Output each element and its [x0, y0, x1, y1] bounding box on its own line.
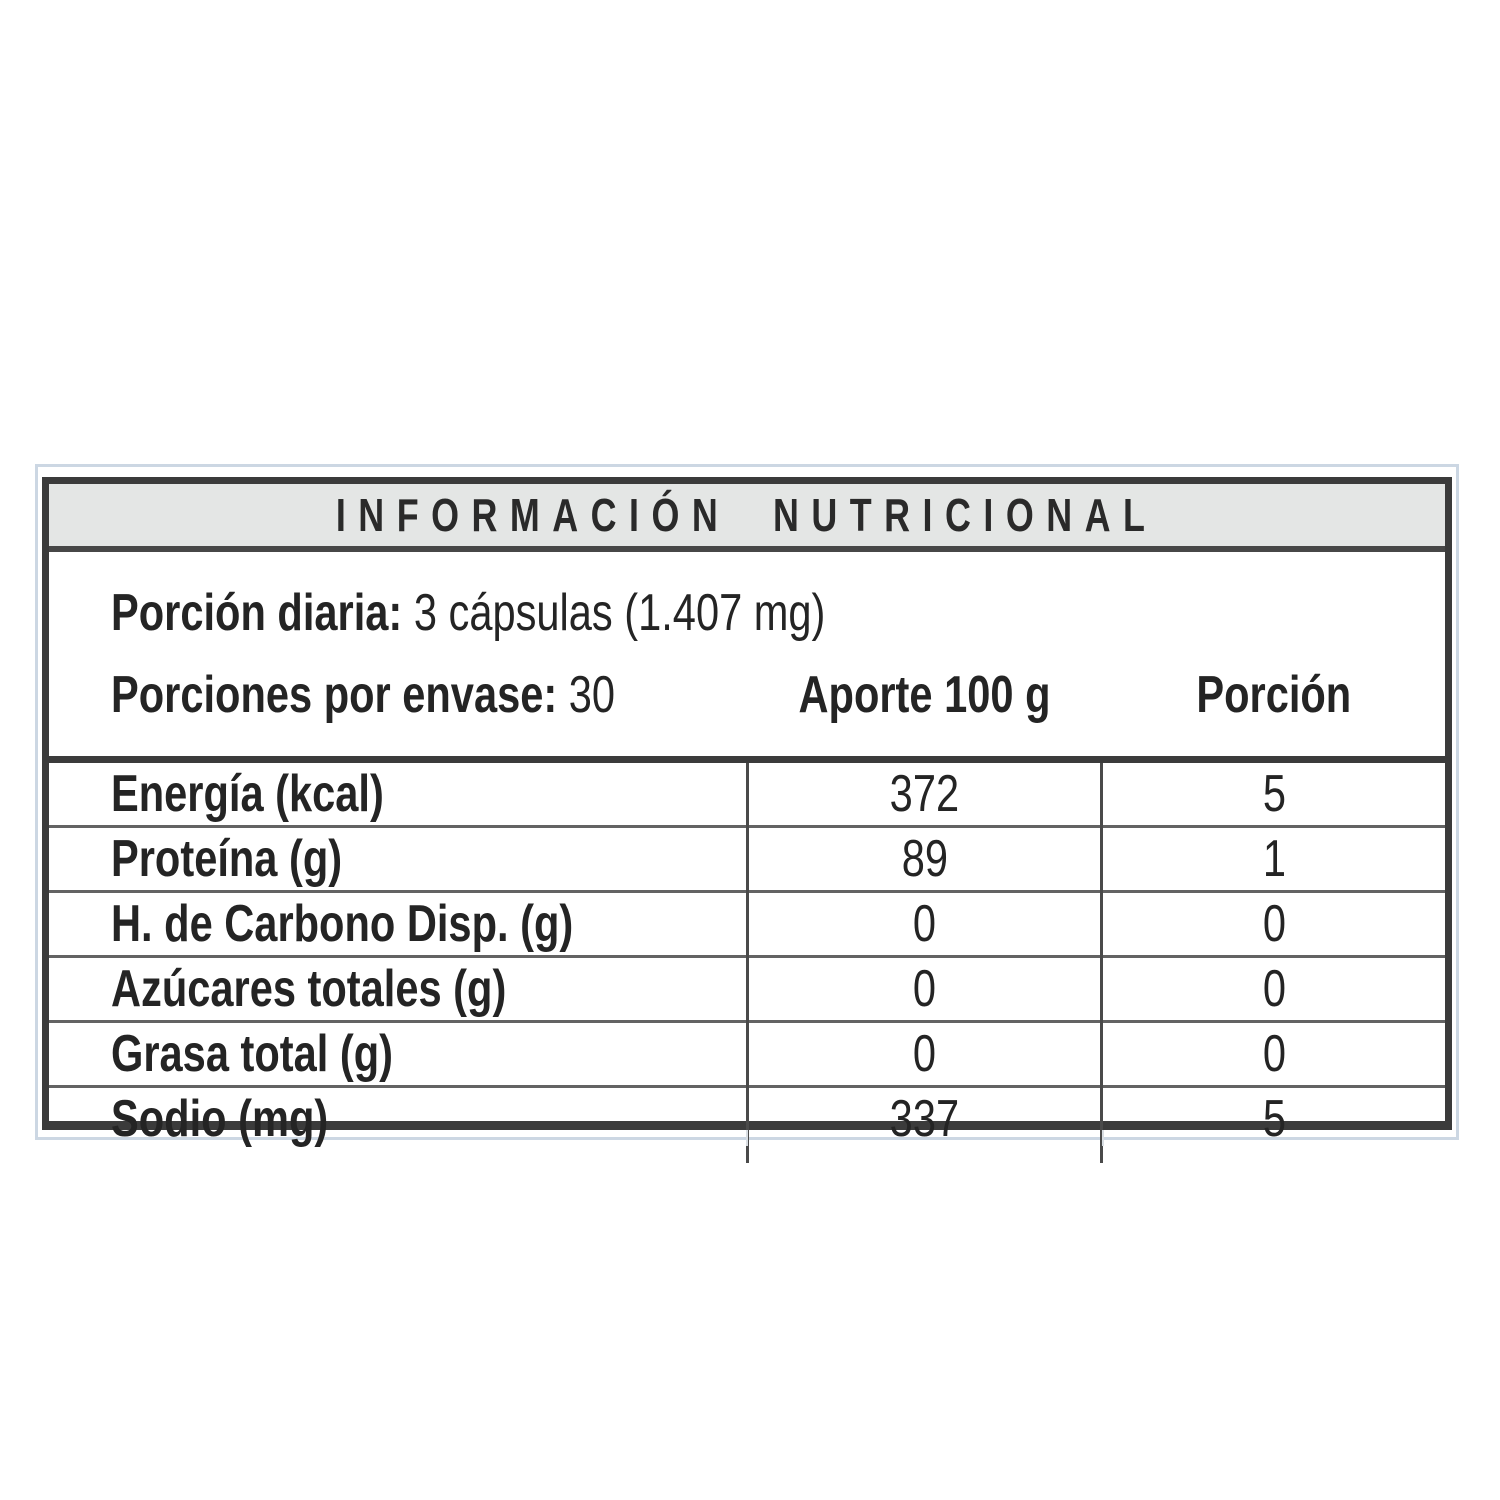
- table-row-grasa: [49, 1023, 1445, 1088]
- column-header-row: [49, 666, 1445, 724]
- value-per-100g: 0: [912, 895, 937, 953]
- servings-per-container-line: [49, 666, 746, 737]
- value-per-serving: 0: [1262, 895, 1286, 953]
- value-per-serving: 0: [1262, 960, 1286, 1018]
- nutrient-name: Sodio (mg): [111, 1090, 329, 1148]
- serving-info-section: [49, 584, 1445, 756]
- column-divider-stub-left: [746, 1130, 748, 1146]
- serving-size-label: Porción diaria:: [111, 584, 403, 642]
- table-row-azucares: [49, 958, 1445, 1023]
- column-header-per-100g: Aporte 100 g: [798, 666, 1051, 724]
- table-row-carbono: [49, 893, 1445, 958]
- value-per-serving: 5: [1262, 1090, 1286, 1148]
- nutrient-name: Azúcares totales (g): [111, 960, 507, 1018]
- nutrient-name: H. de Carbono Disp. (g): [111, 895, 574, 953]
- nutrition-title: INFORMACIÓN NUTRICIONAL: [336, 489, 1158, 541]
- value-per-serving: 5: [1262, 765, 1286, 823]
- nutrient-name: Proteína (g): [111, 830, 343, 888]
- nutrient-rows: [49, 756, 1445, 1153]
- value-per-serving: 0: [1262, 1025, 1286, 1083]
- value-per-serving: 1: [1262, 830, 1286, 888]
- nutrient-name: Grasa total (g): [111, 1025, 393, 1083]
- servings-per-container-value: 30: [568, 666, 616, 724]
- value-per-100g: 0: [912, 1025, 937, 1083]
- nutrition-facts-table: [42, 477, 1452, 1148]
- table-row-proteina: [49, 828, 1445, 893]
- value-per-100g: 337: [889, 1090, 960, 1148]
- table-row-energia: [49, 763, 1445, 828]
- value-per-100g: 89: [901, 830, 948, 888]
- serving-size-value: 3 cápsulas (1.407 mg): [402, 584, 826, 642]
- value-per-100g: 0: [912, 960, 937, 1018]
- column-divider-stub-right: [1102, 1130, 1104, 1146]
- servings-per-container-label: Porciones por envase:: [111, 666, 569, 724]
- nutrient-name: Energía (kcal): [111, 765, 384, 823]
- value-per-100g: 372: [889, 765, 960, 823]
- serving-size-line: [49, 584, 1445, 642]
- title-band: [49, 484, 1445, 552]
- column-header-per-serving: Porción: [1196, 666, 1352, 724]
